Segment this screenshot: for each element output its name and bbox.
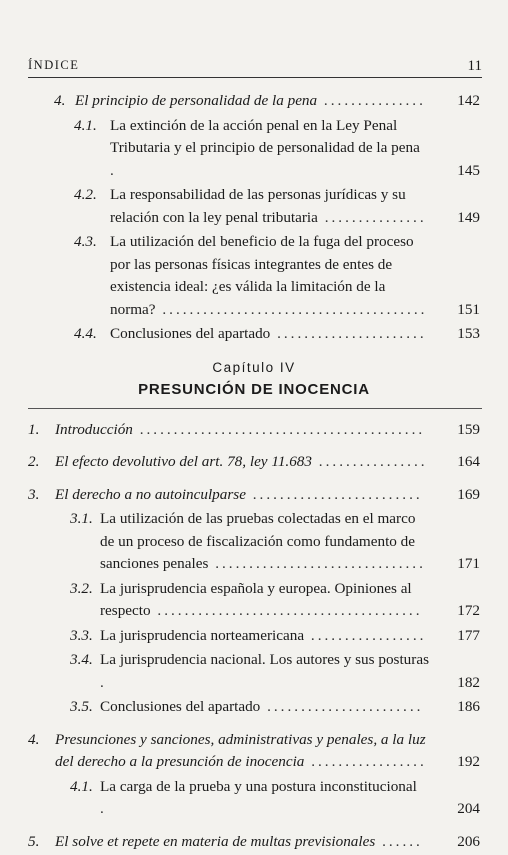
leader-dots: ................. bbox=[304, 753, 427, 770]
chapter-heading bbox=[0, 360, 508, 398]
toc-entry-number: 3.2. bbox=[70, 579, 93, 597]
table-of-contents bbox=[0, 90, 508, 855]
toc-entry-title: El solve et repete en materia de multas previsionales bbox=[55, 832, 376, 850]
toc-entry-page: 153 bbox=[457, 325, 480, 342]
toc-entry-number: 4.3. bbox=[74, 233, 97, 250]
chapter-title: PRESUNCIÓN DE INOCENCIA bbox=[138, 380, 370, 398]
leader-dots: ............... bbox=[317, 208, 427, 226]
toc-entry[interactable] bbox=[0, 625, 508, 648]
toc-entry-title: Introducción bbox=[55, 420, 133, 438]
toc-entry-title: La carga de la prueba y una postura inconstitucional bbox=[100, 777, 417, 795]
toc-entry-page: 151 bbox=[457, 300, 480, 318]
toc-entry-number: 3.3. bbox=[70, 626, 93, 644]
leader-dots: . bbox=[100, 673, 107, 691]
toc-entry-page: 164 bbox=[457, 453, 480, 470]
toc-entry-title: La jurisprudencia española y europea. Opiniones al respecto bbox=[100, 579, 412, 619]
toc-entry-title: Presunciones y sanciones, administrativas y penales, a la luz del derecho a la presunción de inocencia bbox=[55, 730, 426, 770]
toc-entry[interactable] bbox=[0, 831, 508, 854]
toc-entry[interactable] bbox=[0, 649, 508, 694]
toc-entry-page: 186 bbox=[457, 698, 480, 715]
leader-dots: ....................................... bbox=[155, 300, 428, 318]
toc-entry-number: 4.4. bbox=[74, 325, 97, 342]
toc-entry-page: 172 bbox=[457, 602, 480, 619]
toc-entry-number: 3. bbox=[28, 485, 40, 503]
toc-entry-page: 171 bbox=[457, 555, 480, 572]
toc-entry-title: Conclusiones del apartado bbox=[100, 698, 261, 715]
toc-entry-number: 4.2. bbox=[74, 186, 97, 203]
toc-entry[interactable] bbox=[0, 451, 508, 474]
toc-entry-title: La jurisprudencia norteamericana bbox=[100, 626, 305, 644]
toc-entry-title: El derecho a no autoinculparse bbox=[55, 485, 246, 503]
toc-section-list bbox=[0, 90, 508, 346]
toc-entry-number: 2. bbox=[28, 453, 40, 470]
toc-entry-page: 182 bbox=[457, 673, 480, 691]
header-page-number: 11 bbox=[467, 58, 482, 74]
header-section-title: ÍNDICE bbox=[28, 58, 80, 72]
leader-dots: ....................................... bbox=[150, 602, 423, 619]
toc-entry-title: La utilización de las pruebas colectadas en el marco de un proceso de fiscalización como fundamento de sanciones penales bbox=[100, 510, 416, 572]
toc-entry-number: 4. bbox=[28, 730, 40, 748]
toc-entry-title: Conclusiones del apartado bbox=[110, 325, 271, 342]
running-header bbox=[28, 54, 482, 78]
toc-entry[interactable] bbox=[0, 729, 508, 774]
toc-entry-title: La responsabilidad de las personas jurídicas y su relación con la ley penal tributaria bbox=[110, 186, 406, 226]
leader-dots: .......................................... bbox=[132, 420, 426, 438]
toc-entry-title: La utilización del beneficio de la fuga del proceso por las personas físicas integrantes de entes de existencia ideal: ¿es válida la limitación de la norma? bbox=[110, 233, 414, 318]
toc-entry[interactable] bbox=[0, 419, 508, 442]
toc-entry-number: 3.1. bbox=[70, 510, 93, 527]
toc-entry-page: 149 bbox=[457, 208, 480, 226]
toc-entry-title: La extinción de la acción penal en la Ley Penal Tributaria y el principio de personalidad de la pena bbox=[110, 116, 420, 156]
leader-dots: . bbox=[110, 161, 117, 179]
leader-dots: ................. bbox=[304, 626, 427, 644]
toc-entry-title: El efecto devolutivo del art. 78, ley 11.683 bbox=[55, 453, 312, 470]
toc-entry-page: 192 bbox=[457, 753, 480, 770]
toc-entry-page: 169 bbox=[457, 485, 480, 503]
leader-dots: ............... bbox=[317, 92, 426, 109]
chapter-rule bbox=[28, 408, 482, 409]
toc-entry[interactable] bbox=[0, 90, 508, 113]
toc-entry[interactable] bbox=[0, 508, 508, 576]
leader-dots: ............................... bbox=[208, 555, 426, 572]
leader-dots: ................ bbox=[312, 453, 428, 470]
toc-entry-title: La jurisprudencia nacional. Los autores y sus posturas bbox=[100, 651, 429, 668]
leader-dots: ...... bbox=[375, 832, 423, 850]
toc-entry-page: 159 bbox=[457, 420, 480, 438]
toc-entry-number: 1. bbox=[28, 420, 40, 438]
toc-entry-page: 206 bbox=[457, 832, 480, 850]
toc-entry-number: 3.4. bbox=[70, 651, 93, 668]
toc-entry[interactable] bbox=[0, 696, 508, 719]
chapter-entry-list bbox=[0, 419, 508, 854]
leader-dots: ...................... bbox=[270, 325, 427, 342]
toc-entry[interactable] bbox=[0, 115, 508, 183]
leader-dots: ....................... bbox=[260, 698, 424, 715]
toc-entry[interactable] bbox=[0, 578, 508, 623]
toc-entry[interactable] bbox=[0, 231, 508, 321]
toc-entry-page: 204 bbox=[457, 800, 480, 817]
toc-entry-number: 3.5. bbox=[70, 698, 93, 715]
toc-entry-number: 4. bbox=[54, 92, 66, 109]
toc-entry-page: 177 bbox=[457, 626, 480, 644]
toc-entry[interactable] bbox=[0, 184, 508, 229]
leader-dots: . bbox=[100, 800, 107, 817]
toc-entry-page: 142 bbox=[457, 92, 480, 109]
toc-entry[interactable] bbox=[0, 484, 508, 507]
toc-entry-title: El principio de personalidad de la pena bbox=[75, 92, 318, 109]
toc-entry-number: 4.1. bbox=[70, 777, 93, 795]
toc-entry[interactable] bbox=[0, 323, 508, 346]
toc-entry-number: 4.1. bbox=[74, 116, 97, 134]
toc-entry-number: 5. bbox=[28, 832, 40, 850]
chapter-label: Capítulo IV bbox=[212, 359, 296, 375]
header-rule bbox=[28, 77, 482, 78]
toc-entry-page: 145 bbox=[457, 161, 480, 179]
leader-dots: ......................... bbox=[245, 485, 423, 503]
